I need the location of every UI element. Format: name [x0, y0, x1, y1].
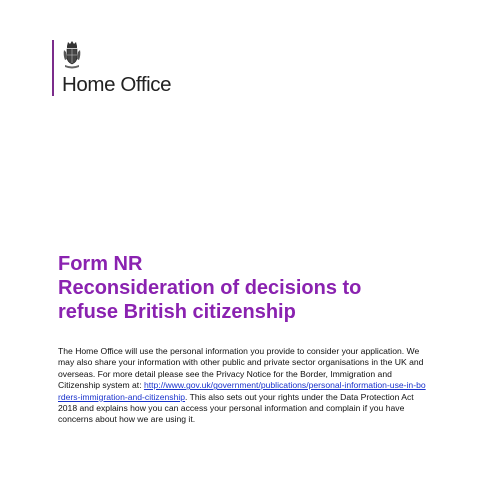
form-title-line-3: refuse British citizenship — [58, 301, 296, 323]
royal-coat-of-arms-icon — [62, 40, 82, 70]
form-title-line-2: Reconsideration of decisions to — [58, 277, 362, 299]
privacy-text-before: The Home Office will use the personal information you provide to consider your application. We may also share your information with other public and private sector organisations in the UK and overseas. For more detail please see the Privacy Notice for the Border, Immigration and Citizenship system at: — [58, 346, 424, 391]
privacy-notice-link[interactable]: http://www.gov.uk/government/publications/personal-information-use-in-borders-immigration-and-citizenship — [58, 380, 426, 402]
org-name: Home Office — [62, 73, 172, 96]
form-title-line-1: Form NR — [58, 253, 143, 275]
privacy-text-after: . This also sets out your rights under the Data Protection Act 2018 and explains how you can access your personal information and complain if you have concerns about how we are using it. — [58, 391, 414, 425]
logo-content — [62, 40, 171, 96]
form-title — [58, 252, 361, 324]
home-office-logo — [52, 40, 171, 96]
privacy-notice — [58, 346, 426, 426]
logo-divider — [52, 40, 54, 96]
